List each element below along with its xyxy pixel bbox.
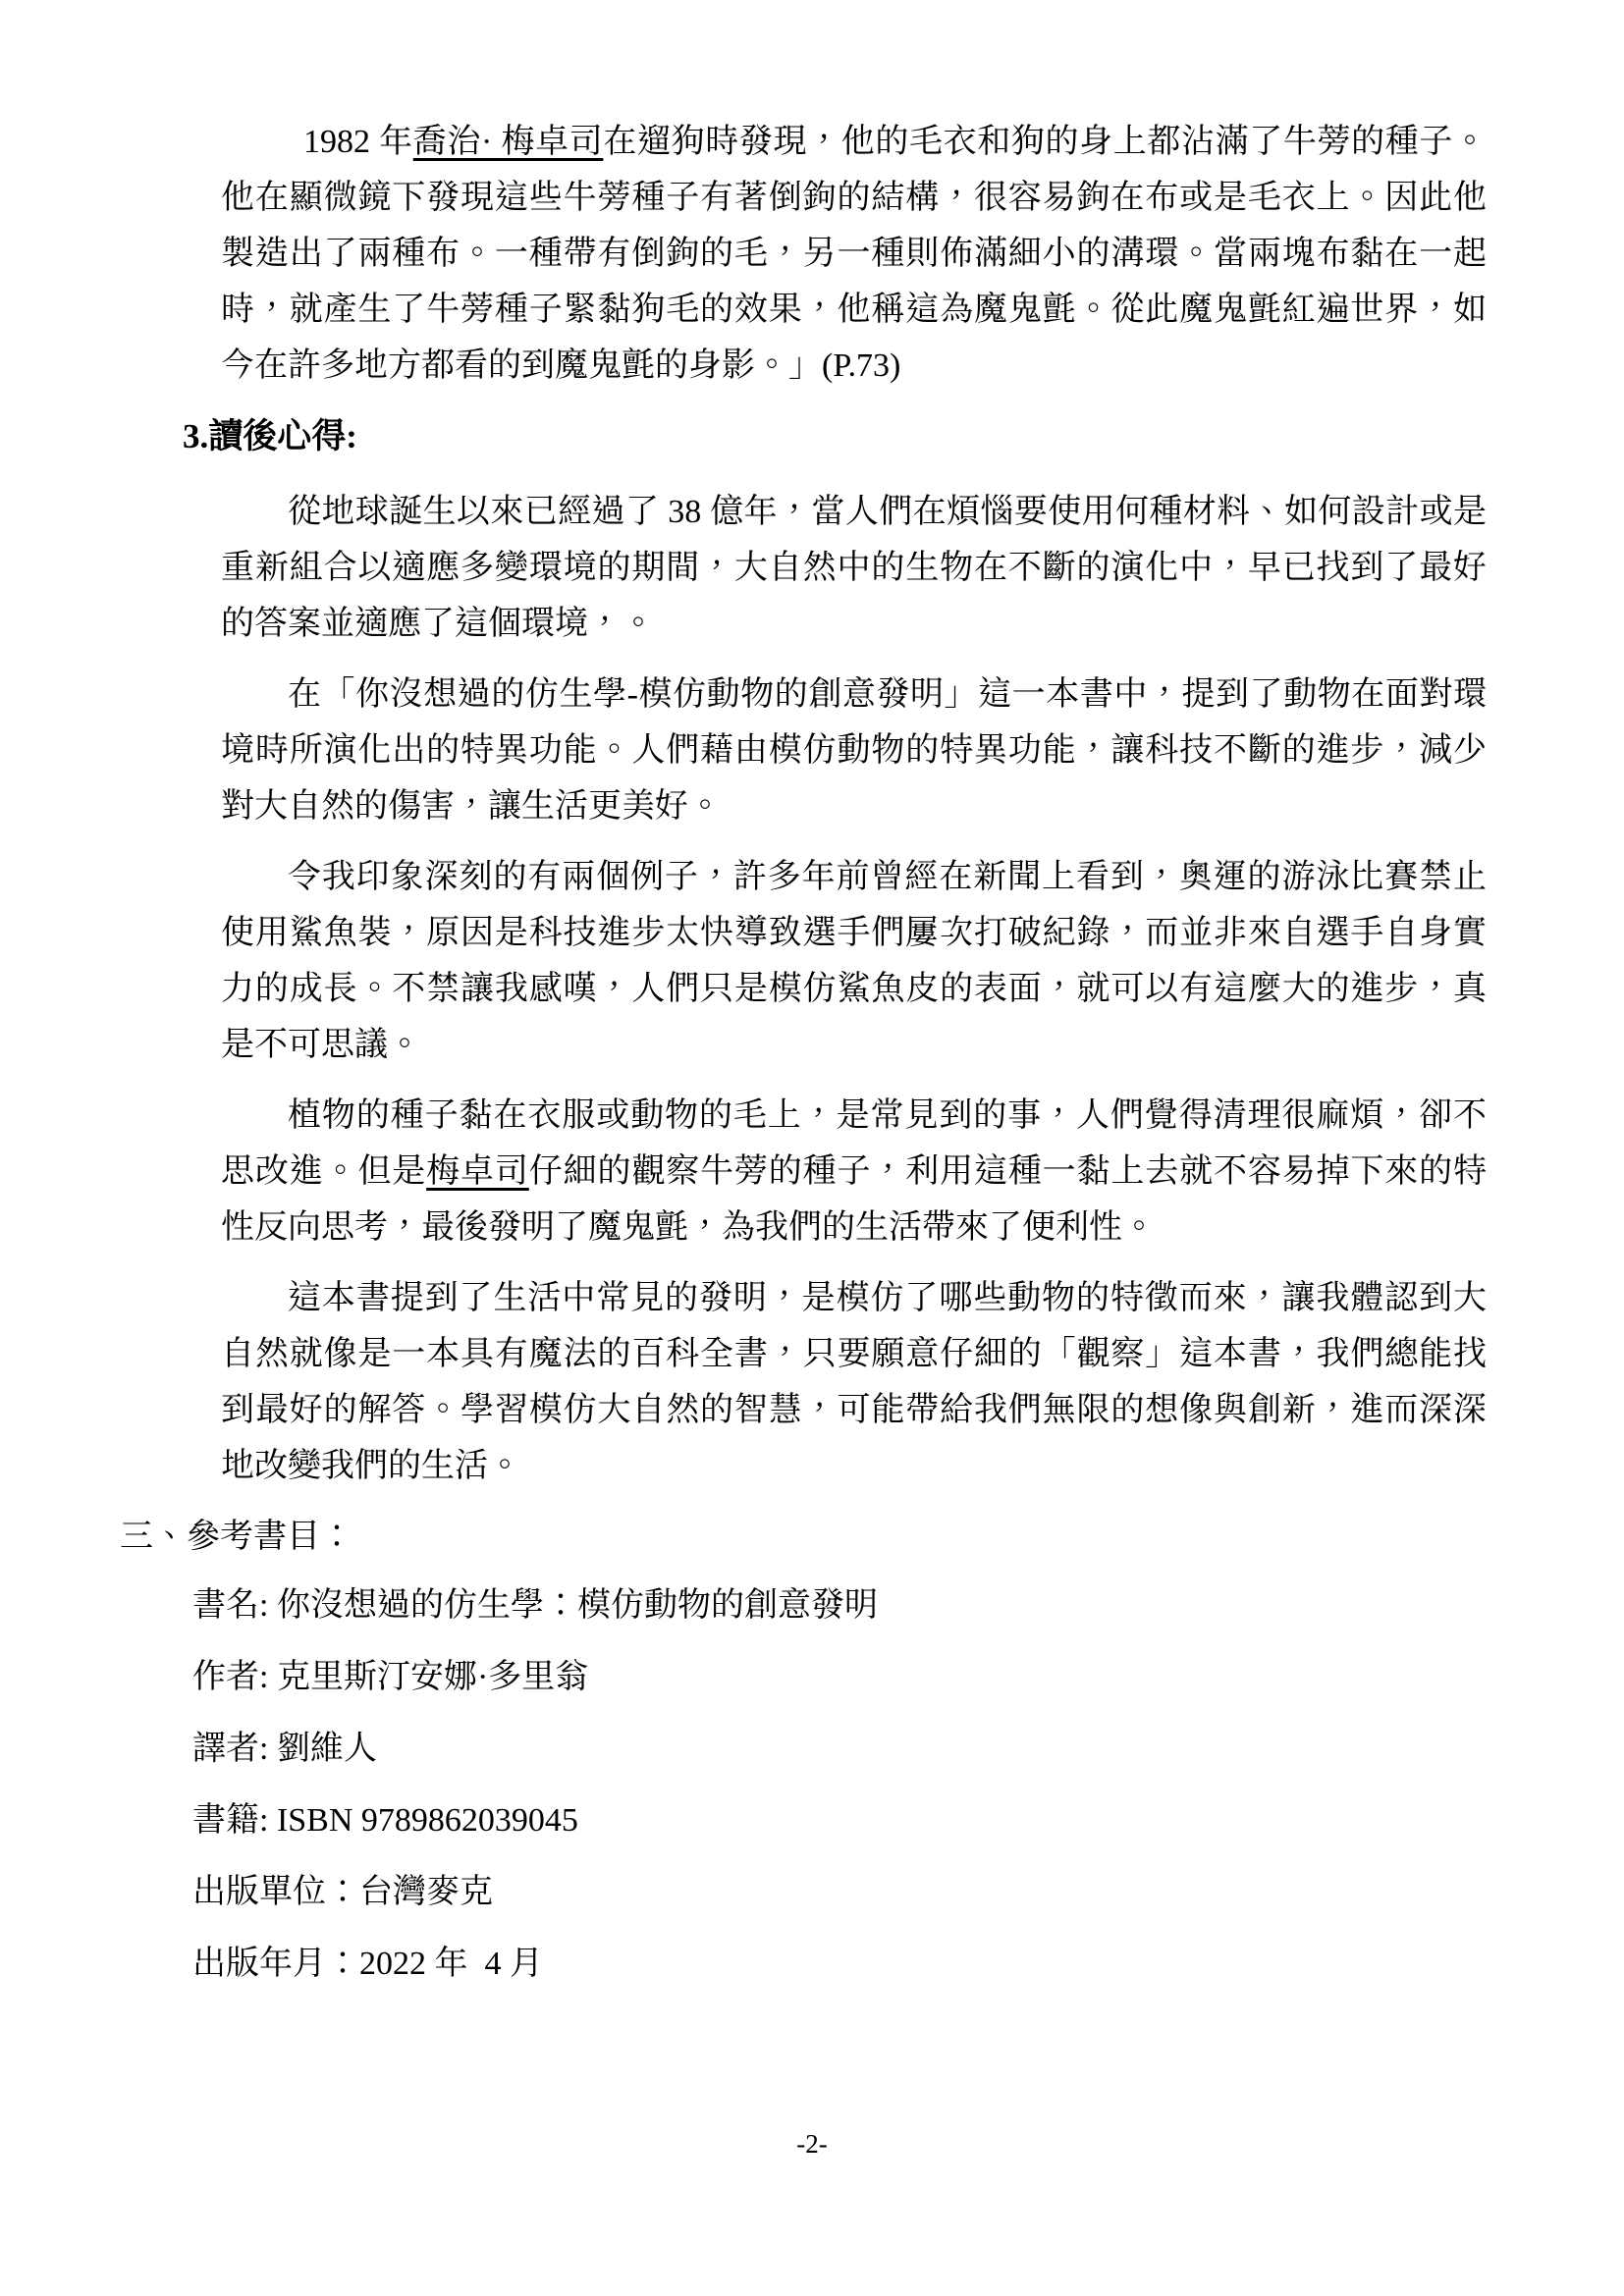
section-heading-references: 三、參考書目： [120,1519,353,1555]
reflection-paragraph-3: 令我印象深刻的有兩個例子，許多年前曾經在新聞上看到，奧運的游泳比賽禁止使用鯊魚裝，原因是科技進步太快導致選手們屢次打破紀錄，而並非來自選手自身實力的成長。不禁讓我感嘆，人們只是模仿鯊魚皮的表面，就可以有這麼大的進步，真是不可思議。 [221,859,1487,1063]
reference-author: 作者: 克里斯汀安娜·多里翁 [192,1659,589,1695]
section-heading-reading-reflections: 3.讀後心得: [183,417,357,455]
reference-book-title: 書名: 你沒想過的仿生學：模仿動物的創意發明 [192,1587,878,1624]
reference-isbn: 書籍: ISBN 9789862039045 [192,1802,578,1839]
paragraph4-text-after-name: 仔細的觀察牛蒡的種子，利用這種一黏上去就不容易掉下來的特性反向思考，最後發明了魔鬼氈，為我們的生活帶來了便利性。 [221,1153,1488,1246]
reflection-paragraph-2: 在「你沒想過的仿生學-模仿動物的創意發明」這一本書中，提到了動物在面對環境時所演化出的特異功能。人們藉由模仿動物的特異功能，讓科技不斷的進步，減少對大自然的傷害，讓生活更美好。 [221,676,1487,825]
reflection-paragraph-5: 這本書提到了生活中常見的發明，是模仿了哪些動物的特徵而來，讓我體認到大自然就像是一本具有魔法的百科全書，只要願意仔細的「觀察」這本書，我們總能找到最好的解答。學習模仿大自然的智慧，可能帶給我們無限的想像與創新，進而深深地改變我們的生活。 [221,1280,1487,1484]
quote-body-text: 在遛狗時發現，他的毛衣和狗的身上都沾滿了牛蒡的種子。他在顯微鏡下發現這些牛蒡種子有著倒鉤的結構，很容易鉤在布或是毛衣上。因此他製造出了兩種布。一種帶有倒鉤的毛，另一種則佈滿細小的溝環。當兩塊布黏在一起時，就產生了牛蒡種子緊黏狗毛的效果，他稱這為魔鬼氈。從此魔鬼氈紅遍世界，如今在許多地方都看的到魔鬼氈的身影。」(P.73) [221,124,1488,384]
page-number: -2- [796,2129,828,2159]
inventor-name-underlined-2: 梅卓司 [426,1153,529,1190]
quote-prefix: 1982 年 [303,124,413,160]
reference-publish-date: 出版年月：2022 年 4 月 [192,1946,543,1982]
reflection-paragraph-4 [221,1088,1487,1255]
quote-continuation-paragraph [221,114,1487,394]
reference-list [0,1578,1624,1992]
paragraph4-text-before-name: 植物的種子黏在衣服或動物的毛上，是常見到的事，人們覺得清理很麻煩，卻不思改進。但是 [221,1097,1487,1190]
reference-publisher: 出版單位：台灣麥克 [192,1874,493,1910]
reference-translator: 譯者: 劉維人 [192,1731,377,1767]
inventor-name-underlined: 喬治· 梅卓司 [412,124,604,160]
page-content [0,114,1624,2008]
reflection-paragraph-1: 從地球誕生以來已經過了 38 億年，當人們在煩惱要使用何種材料、如何設計或是重新組合以適應多變環境的期間，大自然中的生物在不斷的演化中，早已找到了最好的答案並適應了這個環境，。 [221,494,1487,642]
